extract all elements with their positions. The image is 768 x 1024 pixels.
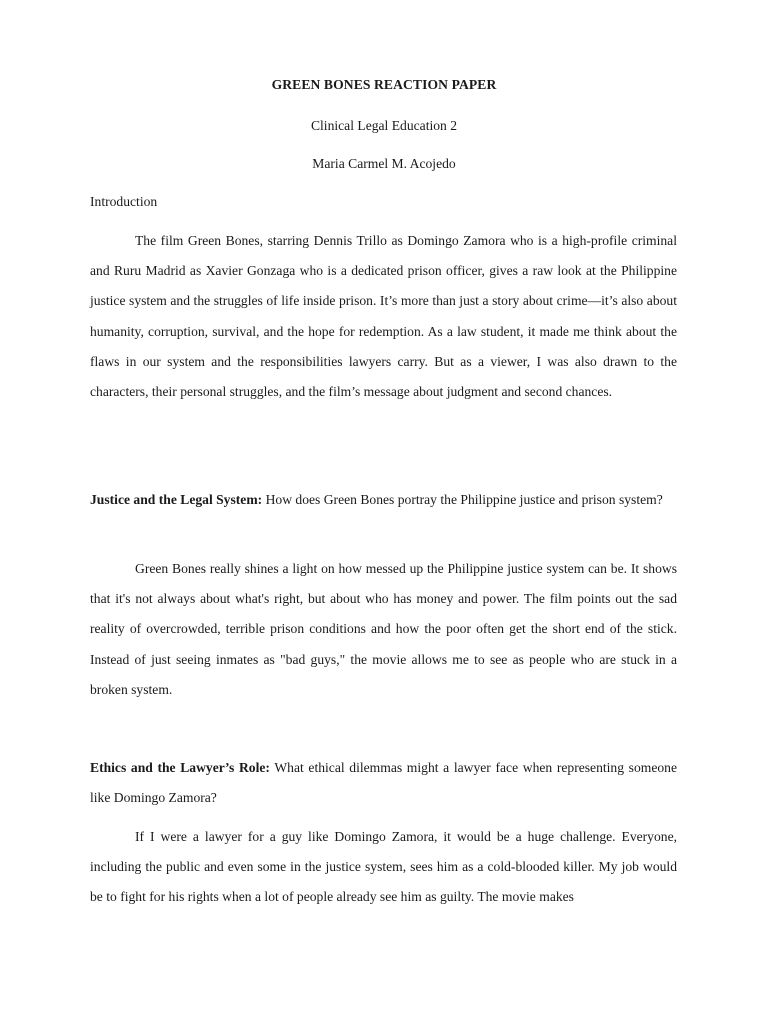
section2-paragraph: If I were a lawyer for a guy like Domingo Zamora, it would be a huge challenge. Everyone, including the public and even some in the justice system, sees him as a cold-blooded killer. My job would be to fight for his rights when a lot of people already see him as guilty. The movie makes	[90, 829, 677, 905]
document-author: Maria Carmel M. Acojedo	[312, 156, 456, 171]
section1-label: Justice and the Legal System:	[90, 492, 263, 507]
section1-question	[90, 485, 677, 515]
section1-question-text: How does Green Bones portray the Philippine justice and prison system?	[262, 492, 663, 507]
document-subtitle: Clinical Legal Education 2	[310, 118, 458, 133]
introduction-paragraph: The film Green Bones, starring Dennis Trillo as Domingo Zamora who is a high-profile criminal and Ruru Madrid as Xavier Gonzaga who is a dedicated prison officer, gives a raw look at the Philippine justice system and the struggles of life inside prison. It’s more than just a story about crime—it’s also about humanity, corruption, survival, and the hope for redemption. As a law student, it made me think about the flaws in our system and the responsibilities lawyers carry. But as a viewer, I was also drawn to the characters, their personal struggles, and the film’s message about judgment and second chances.	[90, 233, 677, 400]
introduction-heading: Introduction	[90, 194, 158, 209]
section2-question-text: What ethical dilemmas might a lawyer face when representing someone like Domingo Zamora?	[90, 760, 677, 806]
document-title: GREEN BONES REACTION PAPER	[271, 77, 497, 92]
section2-label: Ethics and the Lawyer’s Role:	[90, 760, 270, 775]
section2-question	[90, 753, 677, 813]
section1-paragraph: Green Bones really shines a light on how messed up the Philippine justice system can be. It shows that it's not always about what's right, but about who has money and power. The film points out the sad reality of overcrowded, terrible prison conditions and how the poor often get the short end of the stick. Instead of just seeing inmates as "bad guys," the movie allows me to see as people who are stuck in a broken system.	[90, 561, 677, 697]
